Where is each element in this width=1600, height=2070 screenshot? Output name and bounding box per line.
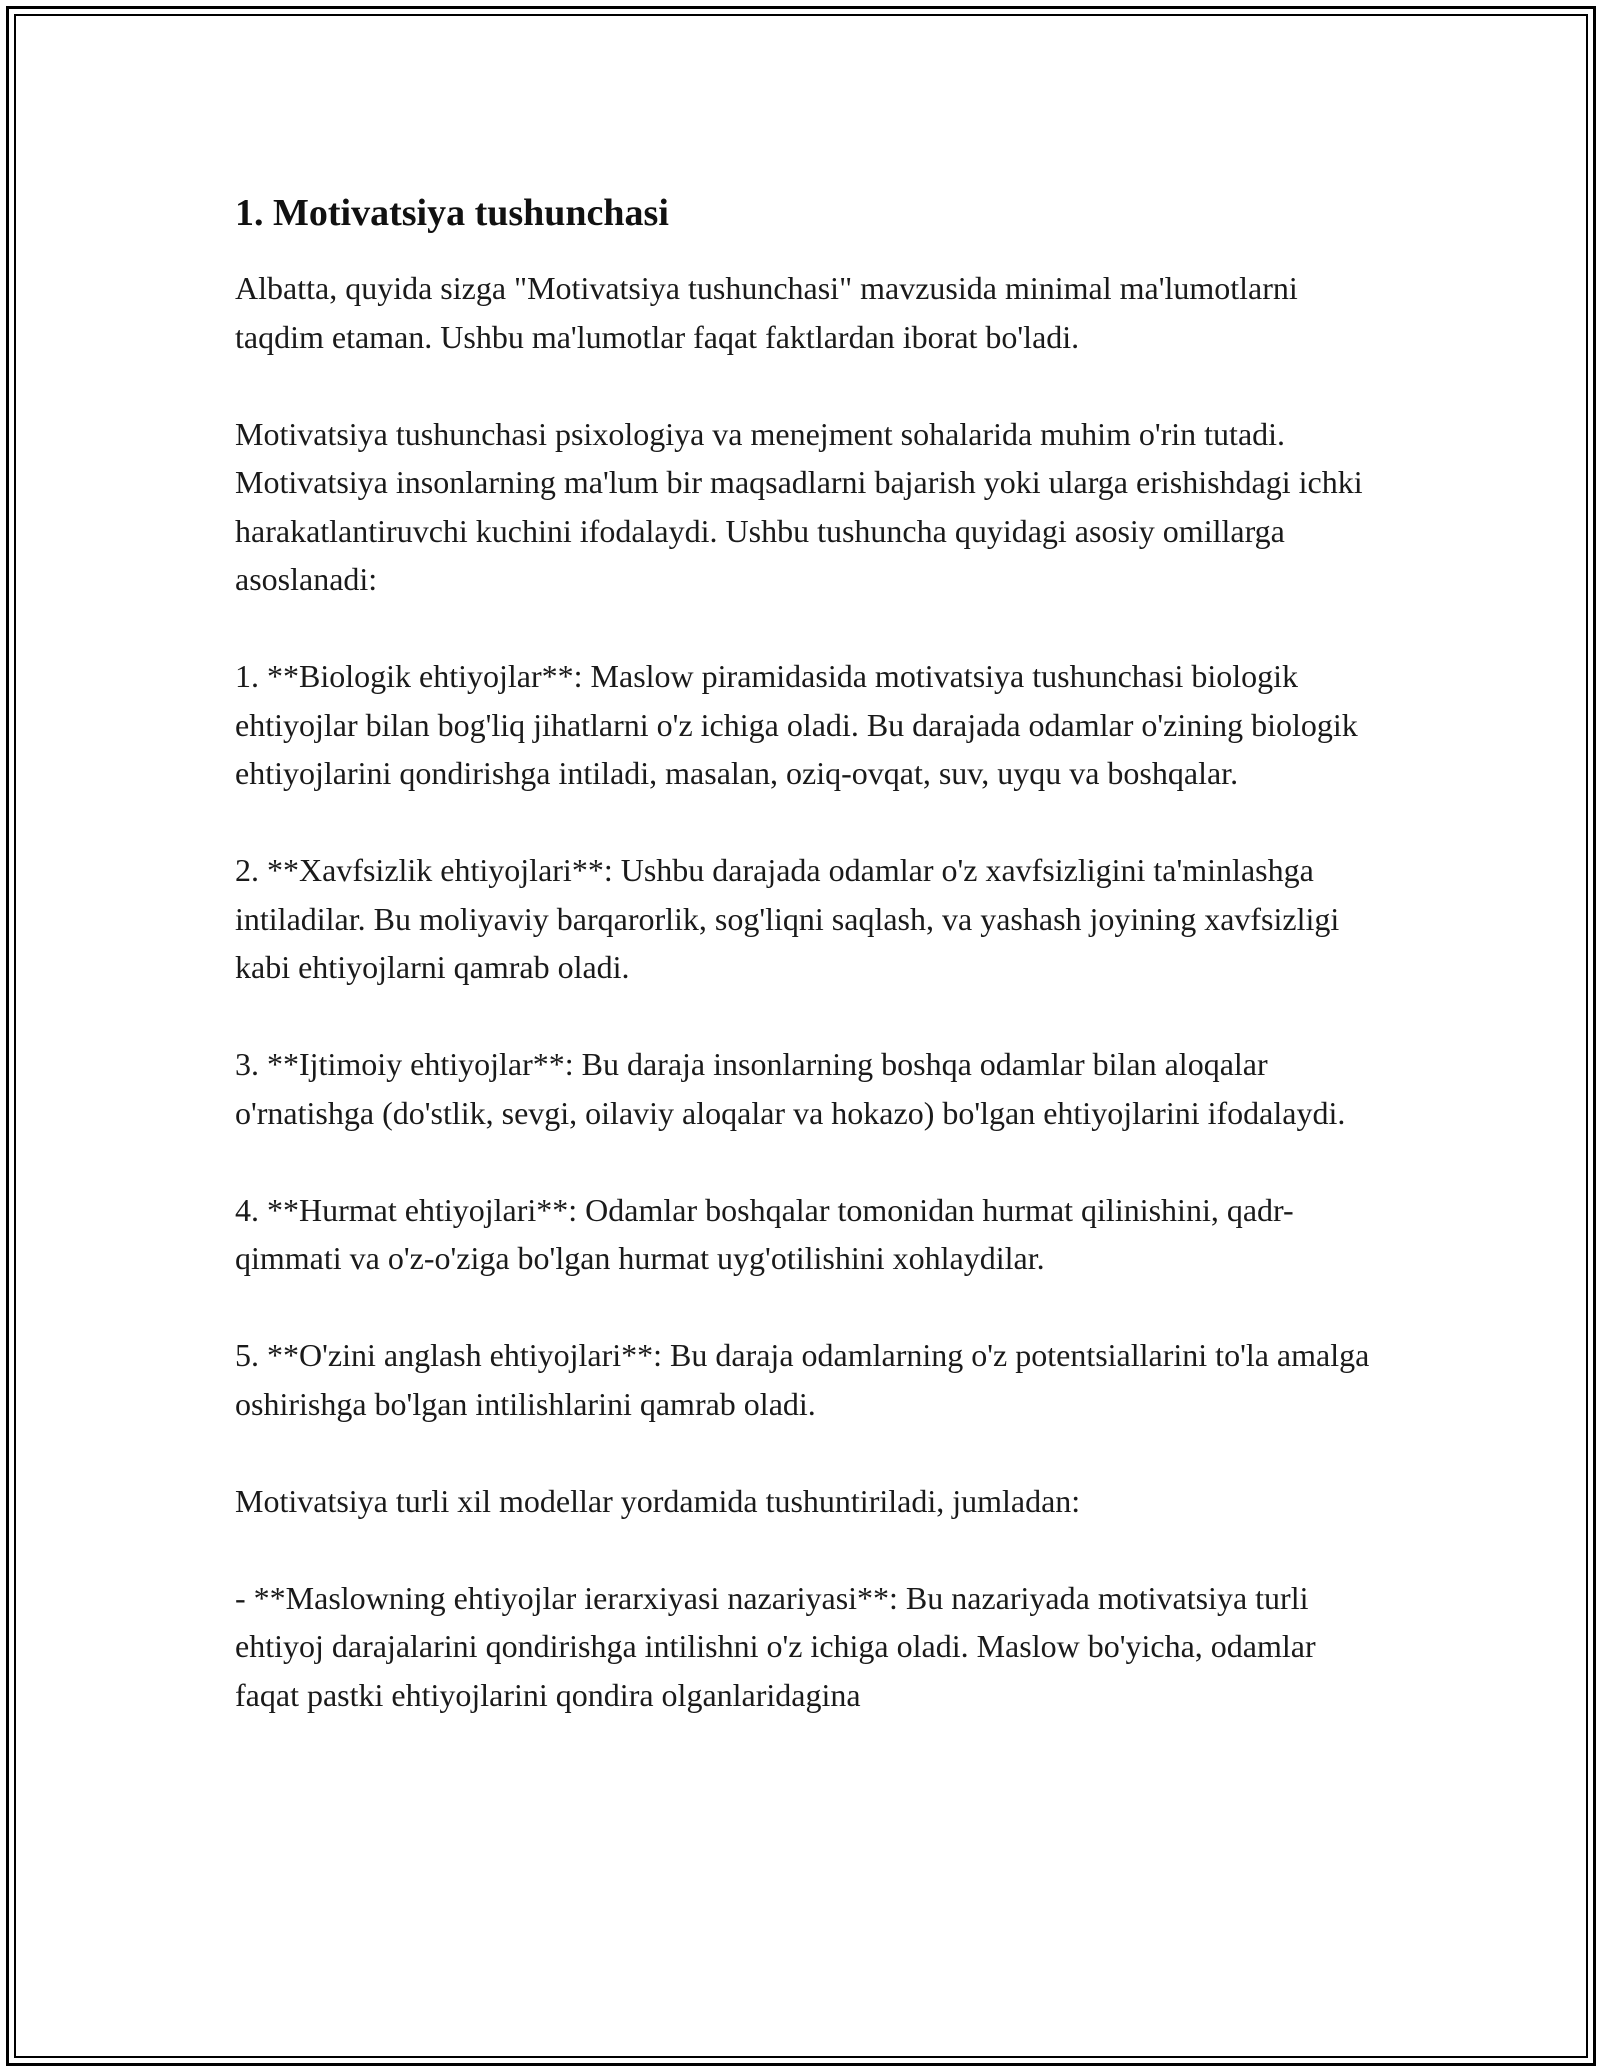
list-item-self-actualization-needs: 5. **O'zini anglash ehtiyojlari**: Bu daraja odamlarning o'z potentsiallarini to'la amalga oshirishga bo'lgan intilishlarini qamrab oladi. [235,1337,1370,1422]
paragraph-definition: Motivatsiya tushunchasi psixologiya va menejment sohalarida muhim o'rin tutadi. Motivatsiya insonlarning ma'lum bir maqsadlarni bajarish yoki ularga erishishdagi ichki harakatlantiruvchi kuchini ifodalaydi. Ushbu tushuncha quyidagi asosiy omillarga asoslanadi: [235,415,1363,597]
paragraph-intro: Albatta, quyida sizga "Motivatsiya tushunchasi" mavzusida minimal ma'lumotlarni taqdim etaman. Ushbu ma'lumotlar faqat faktlardan iborat bo'ladi. [235,270,1298,355]
list-item-esteem-needs: 4. **Hurmat ehtiyojlari**: Odamlar boshqalar tomonidan hurmat qilinishini, qadr-qimmati va o'z-o'ziga bo'lgan hurmat uyg'otilishini xohlaydilar. [235,1191,1294,1276]
list-item-biological-needs: 1. **Biologik ehtiyojlar**: Maslow piramidasida motivatsiya tushunchasi biologik ehtiyojlar bilan bog'liq jihatlarni o'z ichiga oladi. Bu darajada odamlar o'zining biologik ehtiyojlarini qondirishga intiladi, masalan, oziq-ovqat, suv, uyqu va boshqalar. [235,658,1358,791]
section-heading: 1. Motivatsiya tushunchasi [235,192,669,234]
paragraph-models-intro: Motivatsiya turli xil modellar yordamida tushuntiriladi, jumladan: [235,1482,1081,1519]
document-body [235,188,1380,1768]
list-item-maslow-hierarchy: - **Maslowning ehtiyojlar ierarxiyasi nazariyasi**: Bu nazariyada motivatsiya turli ehtiyoj darajalarini qondirishga intilishni o'z ichiga oladi. Maslow bo'yicha, odamlar faqat pastki ehtiyojlarini qondira olganlaridagina [235,1579,1316,1713]
list-item-social-needs: 3. **Ijtimoiy ehtiyojlar**: Bu daraja insonlarning boshqa odamlar bilan aloqalar o'rnatishga (do'stlik, sevgi, oilaviy aloqalar va hokazo) bo'lgan ehtiyojlarini ifodalaydi. [235,1046,1346,1131]
list-item-safety-needs: 2. **Xavfsizlik ehtiyojlari**: Ushbu darajada odamlar o'z xavfsizligini ta'minlashga intiladilar. Bu moliyaviy barqarorlik, sog'liqni saqlash, va yashash joyining xavfsizligi kabi ehtiyojlarni qamrab oladi. [235,852,1340,985]
